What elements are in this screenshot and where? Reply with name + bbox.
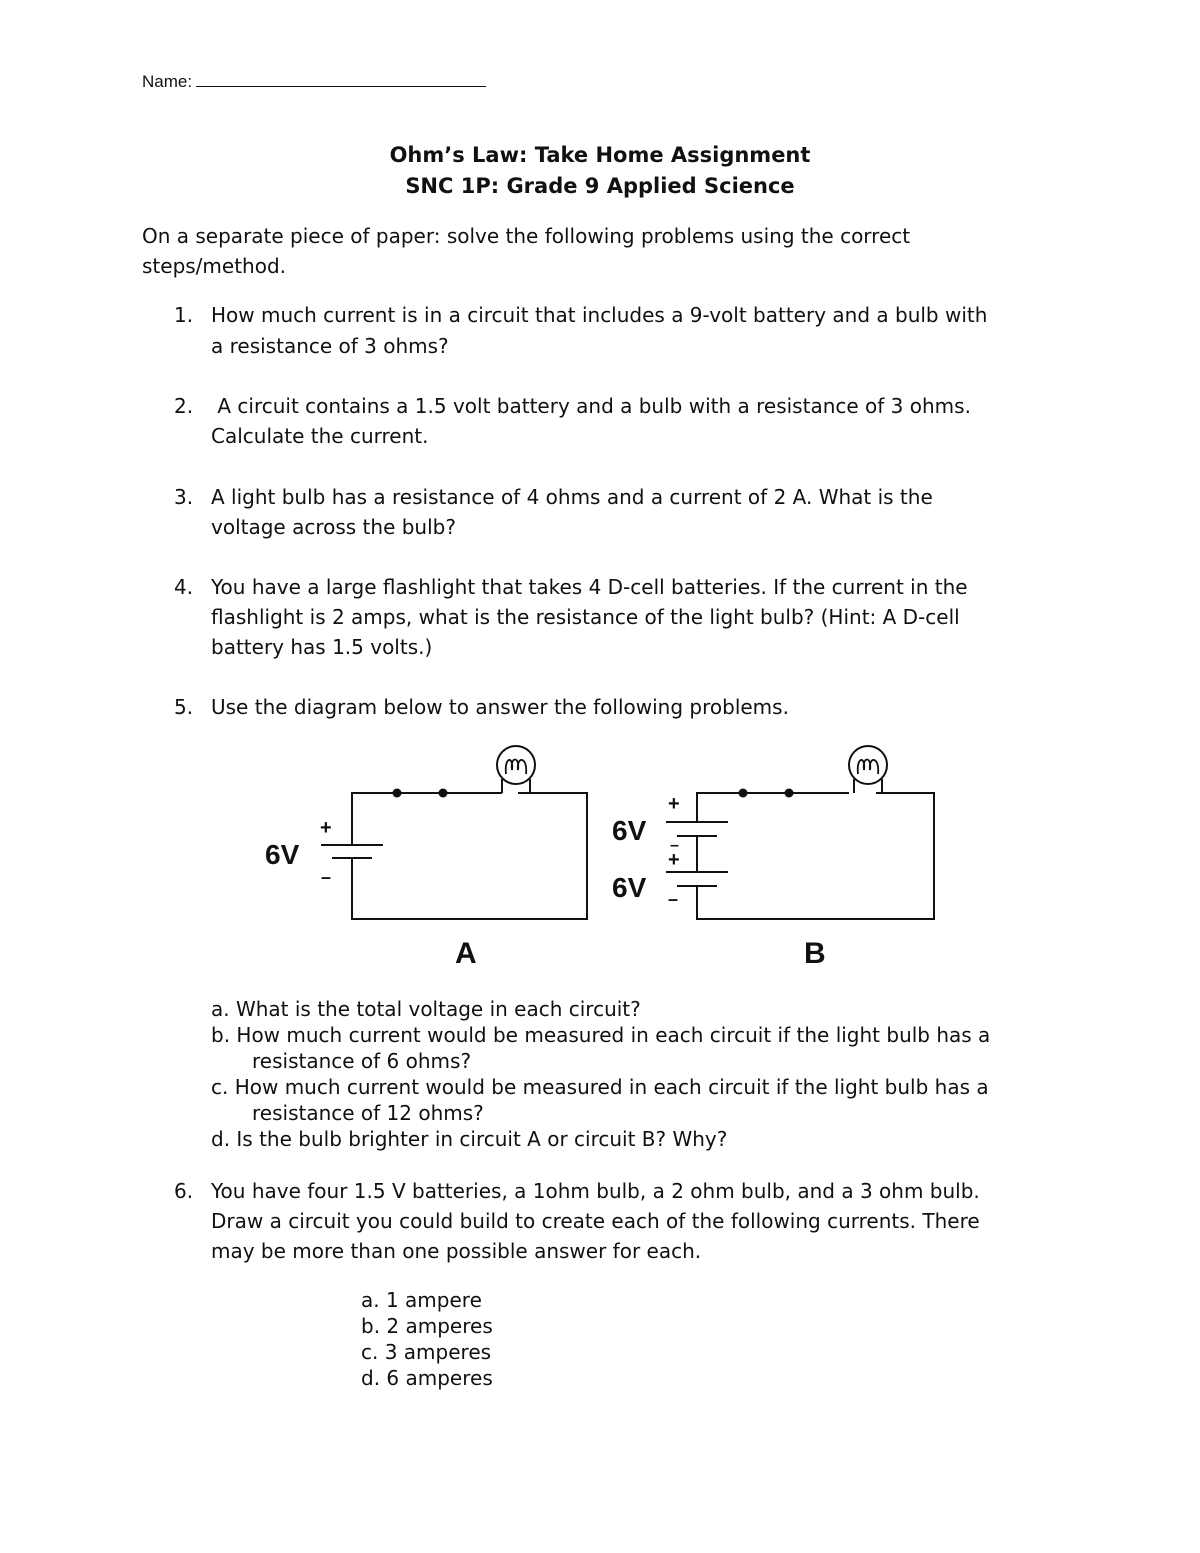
circuit-b-minus-sign-top: – (670, 837, 679, 854)
question-3-line-1: A light bulb has a resistance of 4 ohms and a current of 2 A. What is the (211, 485, 933, 509)
question-6-line-3: may be more than one possible answer for each. (211, 1239, 702, 1263)
question-2-line-2: Calculate the current. (211, 424, 429, 448)
instructions-line-1: On a separate piece of paper: solve the following problems using the correct (142, 224, 911, 248)
circuit-a-label: A (455, 937, 477, 970)
question-2-line-1: A circuit contains a 1.5 volt battery and a bulb with a resistance of 3 ohms. (211, 394, 971, 418)
circuit-b-label: B (804, 937, 826, 970)
circuit-b-wire (697, 793, 934, 919)
question-6-line-1: You have four 1.5 V batteries, a 1ohm bulb, a 2 ohm bulb, and a 3 ohm bulb. (211, 1179, 980, 1203)
question-2-number: 2. (174, 394, 194, 418)
circuit-b-voltage-label-top: 6V (612, 815, 647, 846)
question-5-number: 5. (174, 695, 194, 719)
circuit-a-bulb-icon (497, 746, 535, 784)
question-1-number: 1. (174, 303, 194, 327)
question-3-line-2: voltage across the bulb? (211, 515, 456, 539)
question-4-line-1: You have a large flashlight that takes 4 D-cell batteries. If the current in the (211, 575, 968, 599)
q5-part-c-cont: resistance of 12 ohms? (252, 1101, 484, 1125)
question-6-number: 6. (174, 1179, 194, 1203)
question-4-number: 4. (174, 575, 194, 599)
instructions-line-2: steps/method. (142, 254, 287, 278)
q5-part-a: a. What is the total voltage in each circuit? (211, 997, 641, 1021)
question-4-line-2: flashlight is 2 amps, what is the resistance of the light bulb? (Hint: A D-cell (211, 605, 960, 629)
circuit-b-switch-dot-1 (739, 789, 748, 798)
q5-part-b: b. How much current would be measured in each circuit if the light bulb has a (211, 1023, 991, 1047)
circuit-b-plus-sign-bottom: + (668, 849, 680, 871)
name-blank-line (196, 72, 486, 87)
page-title: Ohm’s Law: Take Home Assignment (389, 143, 811, 167)
circuit-b-plus-sign-top: + (668, 793, 680, 815)
q5-part-c: c. How much current would be measured in each circuit if the light bulb has a (211, 1075, 989, 1099)
question-5-line-1: Use the diagram below to answer the following problems. (211, 695, 789, 719)
question-1-line-1: How much current is in a circuit that includes a 9-volt battery and a bulb with (211, 303, 988, 327)
circuit-a-switch-dot-2 (439, 789, 448, 798)
name-label: Name: (142, 72, 193, 91)
q5-part-b-cont: resistance of 6 ohms? (252, 1049, 472, 1073)
circuit-a-switch-dot-1 (393, 789, 402, 798)
circuit-diagram (255, 735, 955, 975)
circuit-a-minus-sign: – (321, 867, 332, 887)
circuit-b-minus-sign-bottom: – (668, 889, 679, 909)
page-subtitle: SNC 1P: Grade 9 Applied Science (405, 174, 795, 198)
circuit-a-wire (352, 793, 587, 919)
question-4-line-3: battery has 1.5 volts.) (211, 635, 433, 659)
question-1-line-2: a resistance of 3 ohms? (211, 334, 449, 358)
q6-part-c: c. 3 amperes (361, 1340, 492, 1364)
question-6-line-2: Draw a circuit you could build to create each of the following currents. There (211, 1209, 980, 1233)
circuit-b-bulb-icon (849, 746, 887, 784)
name-field-row (142, 72, 486, 92)
q6-part-b: b. 2 amperes (361, 1314, 493, 1338)
circuit-b-switch-dot-2 (785, 789, 794, 798)
question-3-number: 3. (174, 485, 194, 509)
q5-part-d: d. Is the bulb brighter in circuit A or circuit B? Why? (211, 1127, 728, 1151)
circuit-a-plus-sign: + (320, 817, 332, 839)
circuit-b-voltage-label-bottom: 6V (612, 872, 647, 903)
circuit-a-voltage-label: 6V (265, 839, 300, 870)
q6-part-a: a. 1 ampere (361, 1288, 482, 1312)
q6-part-d: d. 6 amperes (361, 1366, 493, 1390)
